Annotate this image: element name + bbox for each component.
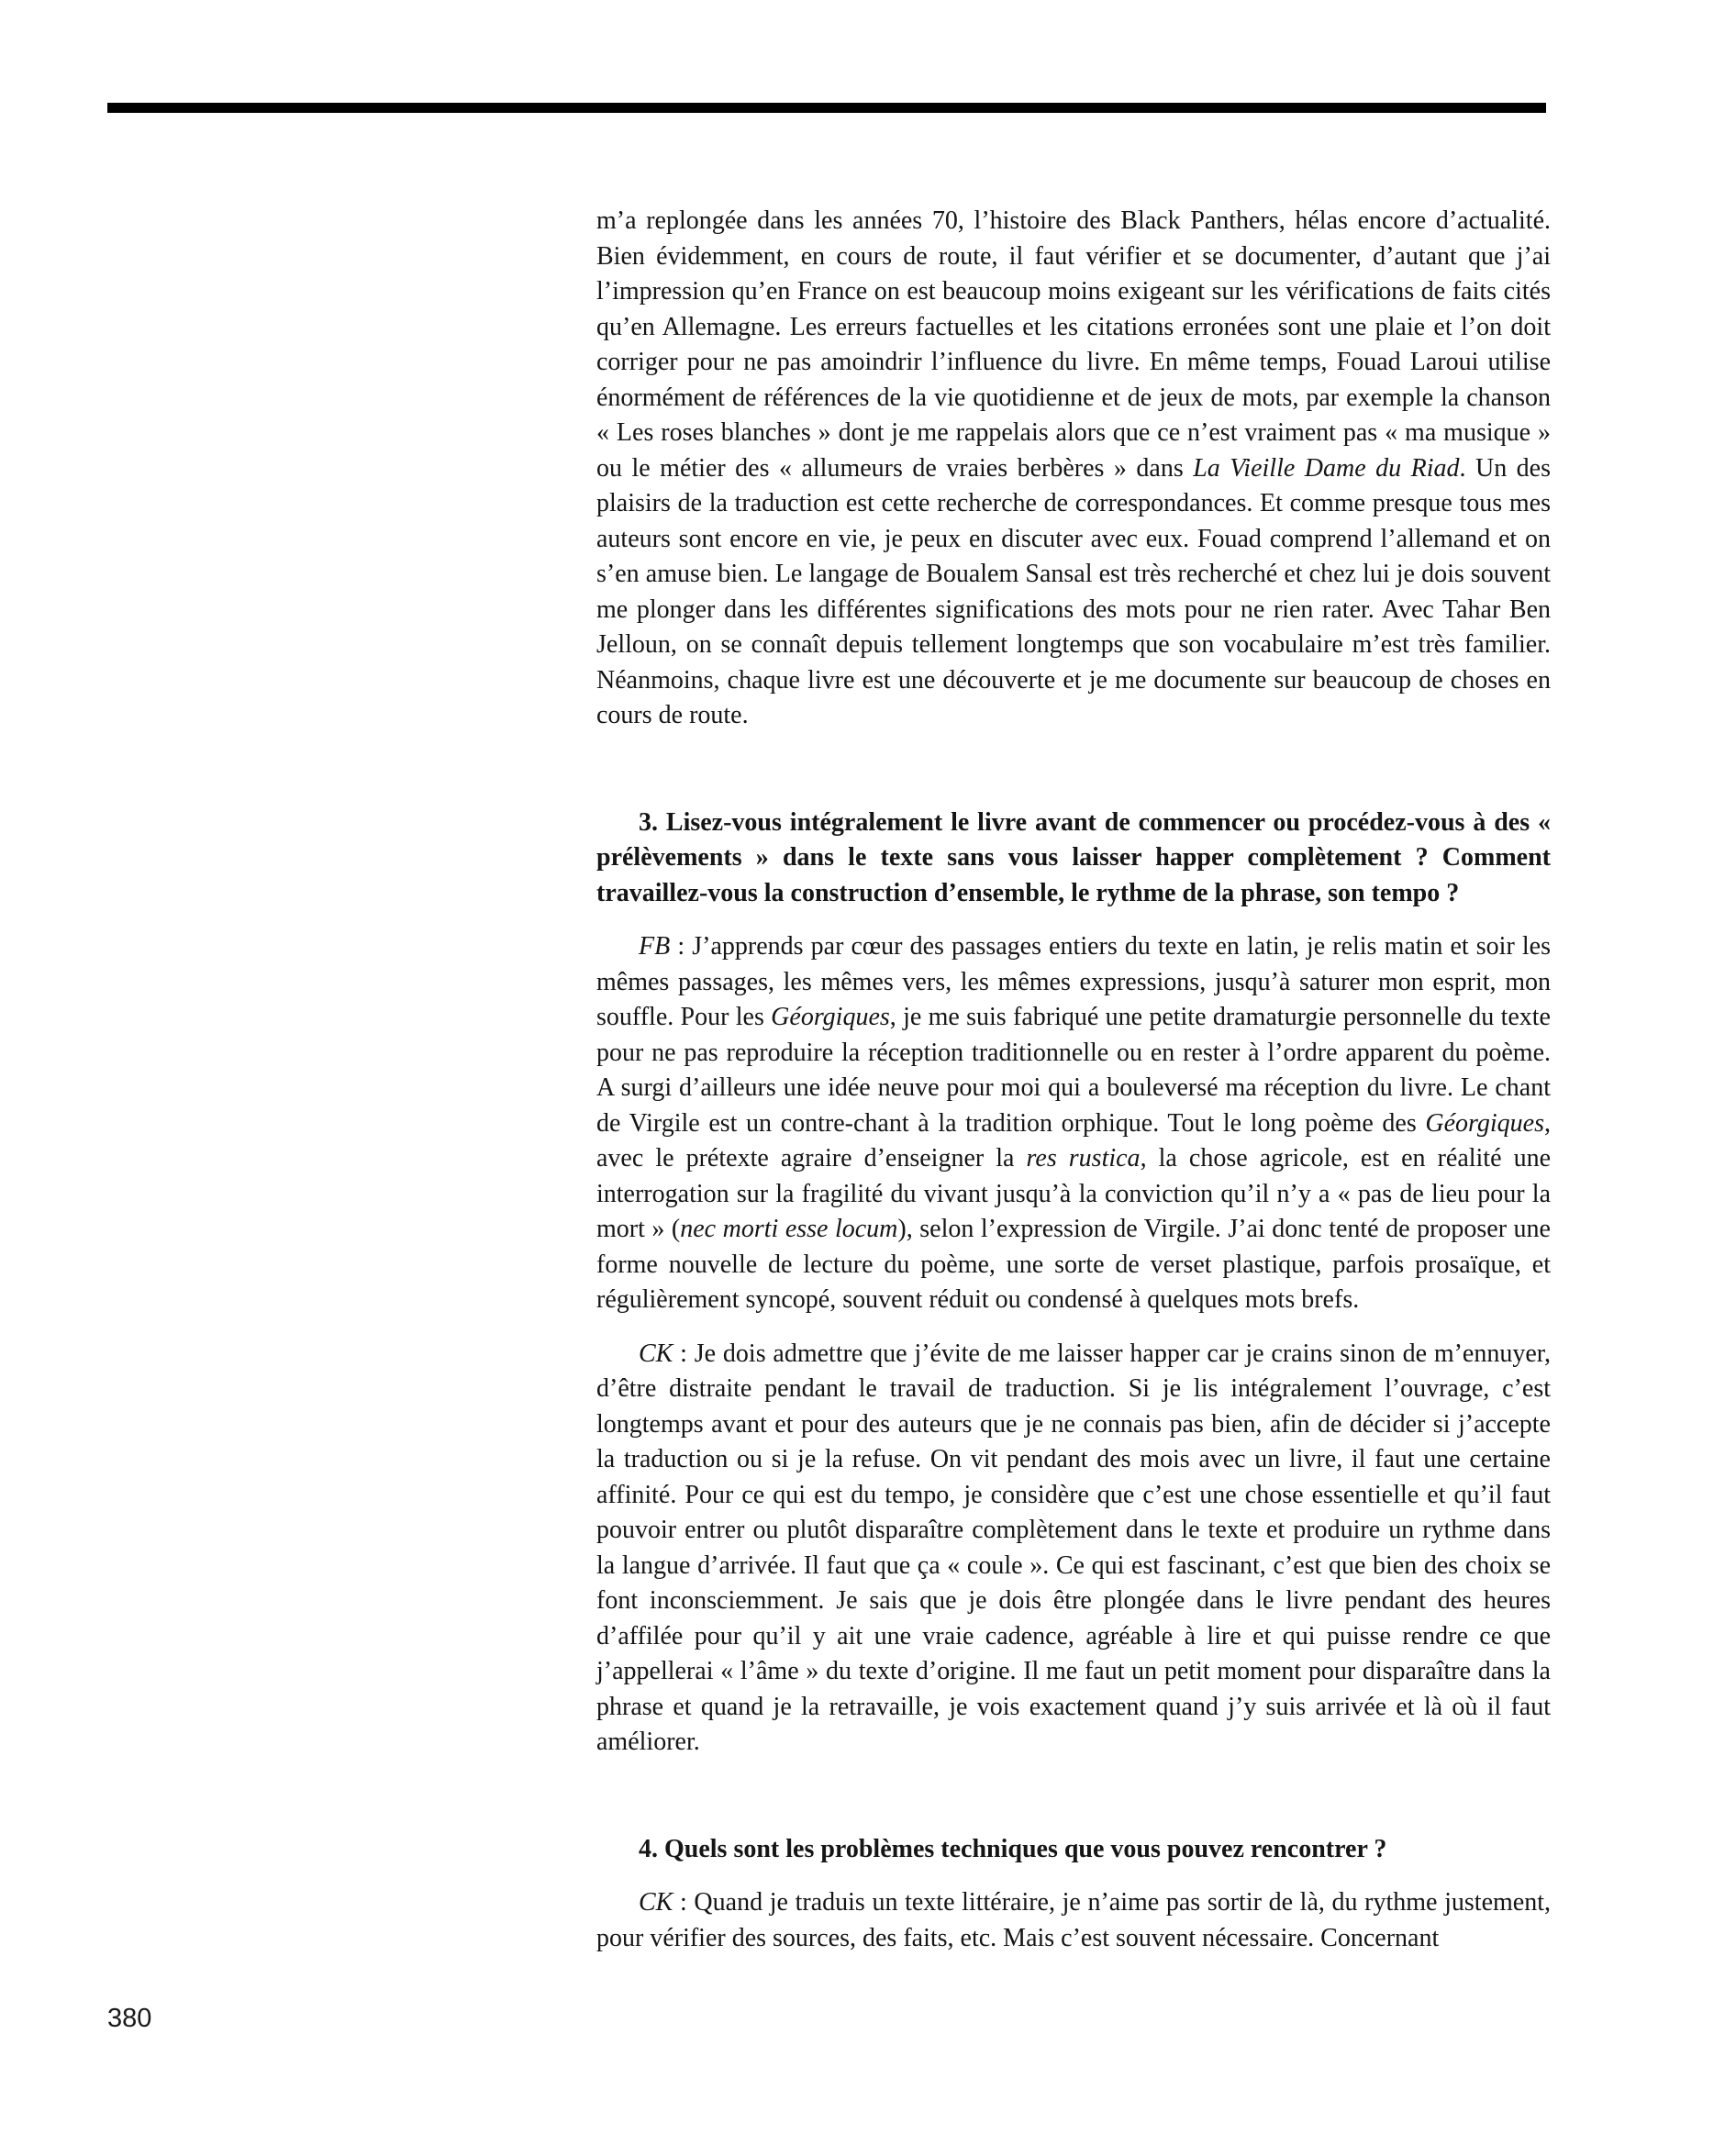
text-run: 4. Quels sont les problèmes techniques que vous pouvez rencontrer ?: [639, 1834, 1387, 1863]
page-number: 380: [107, 2004, 152, 2033]
text-run: : Quand je traduis un texte littéraire, je n’aime pas sortir de là, du rythme justement, pour vérifier des sources, des faits, etc. Mais c’est souvent nécessaire. Concernant: [596, 1888, 1551, 1952]
text-column: [596, 204, 1551, 1956]
text-run: 3. Lisez-vous intégralement le livre avant de commencer ou procédez-vous à des « prélèvements » dans le texte sans vous laisser happer complètement ? Comment travaillez-vous la construction d’ensemble, le rythme de la phrase, son tempo ?: [596, 807, 1551, 907]
italic-run: Géorgiques: [771, 1003, 890, 1031]
top-rule: [107, 103, 1546, 113]
text-run: , la chose agricole, est en réalité une interrogation sur la fragilité du vivant jusqu’à la conviction qu’il n’y a « pas de lieu pour la mort » (: [596, 1144, 1551, 1243]
paragraph-question-3: [596, 806, 1551, 912]
text-run: : J’apprends par cœur des passages entiers du texte en latin, je relis matin et soir les mêmes passages, les mêmes vers, les mêmes expressions, jusqu’à saturer mon esprit, mon souffle. Pour les: [596, 932, 1551, 1031]
paragraph-answer-fb: [596, 929, 1551, 1318]
text-run: : Je dois admettre que j’évite de me laisser happer car je crains sinon de m’ennuyer, d’être distraite pendant le travail de traduction. Si je lis intégralement l’ouvrage, c’est longtemps avant et pour des auteurs que je ne connais pas bien, afin de décider si j’accepte la traduction ou si je la refuse. On vit pendant des mois avec un livre, il faut une certaine affinité. Pour ce qui est du tempo, je considère que c’est une chose essentielle et qu’il faut pouvoir entrer ou plutôt disparaître complètement dans le texte et produire un rythme dans la langue d’arrivée. Il faut que ça « coule ». Ce qui est fascinant, c’est que bien des choix se font inconsciemment. Je sais que je dois être plongée dans le livre pendant des heures d’affilée pour qu’il y ait une vraie cadence, agréable à lire et qui puisse rendre ce que j’appellerai « l’âme » du texte d’origine. Il me faut un petit moment pour disparaître dans la phrase et quand je la retravaille, je vois exactement quand j’y suis arrivée et là où il faut améliorer.: [596, 1339, 1551, 1756]
italic-run: nec morti esse locum: [680, 1215, 898, 1243]
paragraph-continuation: [596, 204, 1551, 734]
text-run: , avec le prétexte agraire d’enseigner la: [596, 1108, 1551, 1172]
paragraph-answer-ck-1: [596, 1337, 1551, 1761]
text-run: ), selon l’expression de Virgile. J’ai donc tenté de proposer une forme nouvelle de lecture du poème, une sorte de verset plastique, parfois prosaïque, et régulièrement syncopé, souvent réduit ou condensé à quelques mots brefs.: [596, 1215, 1551, 1314]
italic-run: res rustica: [1026, 1144, 1141, 1172]
paragraph-answer-ck-2: [596, 1885, 1551, 1956]
paragraph-question-4: [596, 1832, 1551, 1868]
text-run: . Un des plaisirs de la traduction est cette recherche de correspondances. Et comme presque tous mes auteurs sont encore en vie, je peux en discuter avec eux. Fouad comprend l’allemand et on s’en amuse bien. Le langage de Boualem Sansal est très recherché et chez lui je dois souvent me plonger dans les différentes significations des mots pour ne rien rater. Avec Tahar Ben Jelloun, on se connaît depuis tellement longtemps que son vocabulaire m’est très familier. Néanmoins, chaque livre est une découverte et je me documente sur beaucoup de choses en cours de route.: [596, 453, 1551, 729]
italic-run: FB: [639, 932, 671, 961]
italic-run: La Vieille Dame du Riad: [1193, 453, 1460, 483]
text-run: , je me suis fabriqué une petite dramaturgie personnelle du texte pour ne pas reproduire la réception traditionnelle ou en rester à l’ordre apparent du poème. A surgi d’ailleurs une idée neuve pour moi qui a bouleversé ma réception du livre. Le chant de Virgile est un contre-chant à la tradition orphique. Tout le long poème des: [596, 1003, 1551, 1138]
italic-run: Géorgiques: [1425, 1108, 1544, 1138]
italic-run: CK: [639, 1888, 673, 1917]
text-run: m’a replongée dans les années 70, l’histoire des Black Panthers, hélas encore d’actualité. Bien évidemment, en cours de route, il faut vérifier et se documenter, d’autant que j’ai l’impression qu’en France on est beaucoup moins exigeant sur les vérifications de faits cités qu’en Allemagne. Les erreurs factuelles et les citations erronées sont une plaie et l’on doit corriger pour ne pas amoindrir l’influence du livre. En même temps, Fouad Laroui utilise énormément de références de la vie quotidienne et de jeux de mots, par exemple la chanson « Les roses blanches » dont je me rappelais alors que ce n’est vraiment pas « ma musique » ou le métier des « allumeurs de vraies berbères » dans: [596, 206, 1551, 483]
italic-run: CK: [639, 1339, 673, 1368]
